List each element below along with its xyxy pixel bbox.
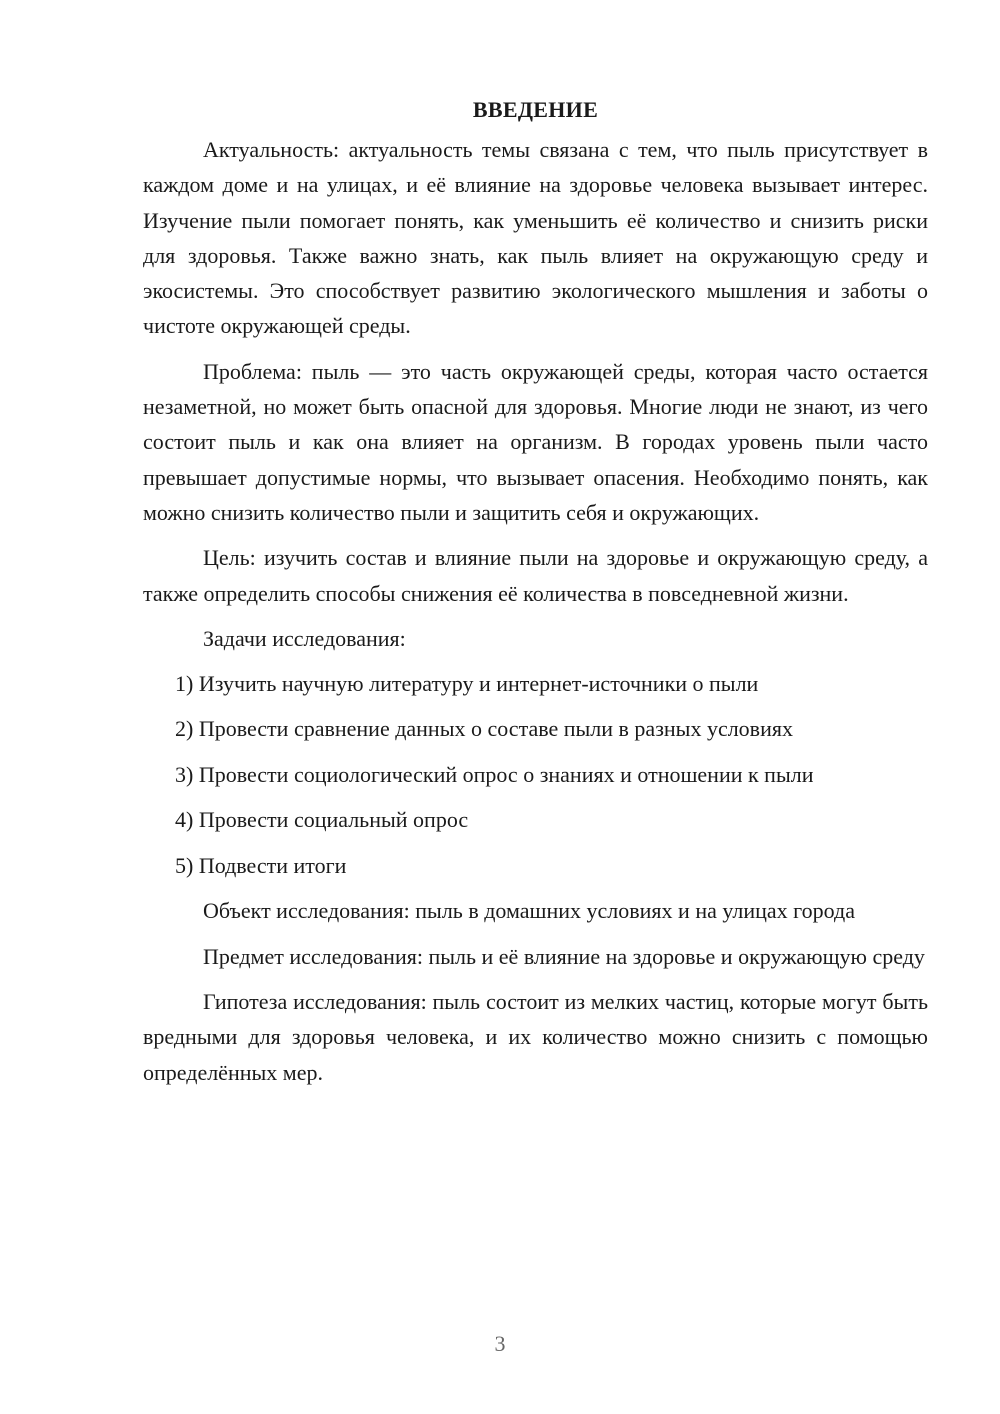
page-number: 3	[494, 1331, 506, 1356]
list-item: 2) Провести сравнение данных о составе пыли в разных условиях	[175, 716, 793, 742]
page-title: ВВЕДЕНИЕ	[472, 97, 599, 122]
tasks-list	[143, 666, 928, 883]
paragraph-relevance: Актуальность: актуальность темы связана с тем, что пыль присутствует в каждом доме и на улицах, и её влияние на здоровье человека вызывает интерес. Изучение пыли помогает понять, как уменьшить её количество и снизить риски для здоровья. Также важно знать, как пыль влияет на окружающую среду и экосистемы. Это способствует развитию экологического мышления и заботы о чистоте окружающей среды.	[143, 137, 928, 339]
document-page	[143, 92, 928, 1100]
list-item: 5) Подвести итоги	[175, 852, 347, 878]
paragraph-subject: Предмет исследования: пыль и её влияние на здоровье и окружающую среду	[203, 943, 925, 969]
list-item: 1) Изучить научную литературу и интернет-источники о пыли	[175, 670, 759, 696]
paragraph-goal: Цель: изучить состав и влияние пыли на здоровье и окружающую среду, а также определить способы снижения её количества в повседневной жизни.	[143, 545, 928, 606]
list-item: 3) Провести социологический опрос о знаниях и отношении к пыли	[175, 761, 814, 787]
paragraph-hypothesis: Гипотеза исследования: пыль состоит из мелких частиц, которые могут быть вредными для здоровья человека, и их количество можно снизить с помощью определённых мер.	[143, 988, 928, 1085]
list-item: 4) Провести социальный опрос	[175, 807, 469, 833]
paragraph-problem: Проблема: пыль — это часть окружающей среды, которая часто остается незаметной, но может быть опасной для здоровья. Многие люди не знают, из чего состоит пыль и как она влияет на организм. В городах уровень пыли часто превышает допустимые нормы, что вызывает опасения. Необходимо понять, как можно снизить количество пыли и защитить себя и окружающих.	[143, 358, 928, 525]
tasks-title: Задачи исследования:	[203, 625, 406, 651]
paragraph-object: Объект исследования: пыль в домашних условиях и на улицах города	[203, 898, 855, 924]
